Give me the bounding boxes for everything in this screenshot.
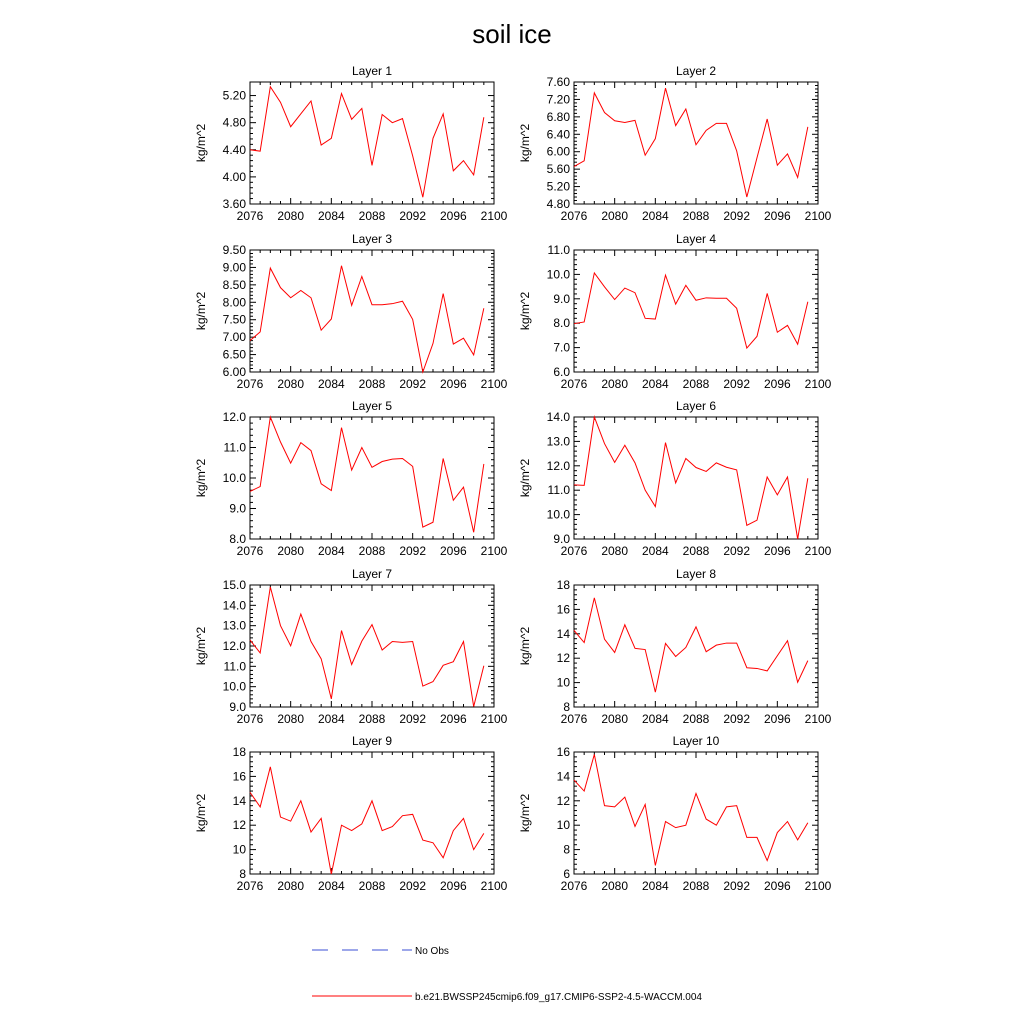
series-line	[574, 88, 808, 197]
y-tick-label: 9.0	[553, 532, 570, 546]
axes-frame	[250, 752, 494, 874]
y-axis-label: kg/m^2	[518, 458, 532, 498]
y-tick-label: 10	[232, 842, 246, 857]
panel-title: Layer 9	[351, 734, 393, 748]
y-tick-label: 6	[563, 867, 570, 881]
x-tick-label: 2080	[277, 544, 305, 558]
y-tick-label: 9.00	[222, 260, 246, 275]
panel-title: Layer 8	[675, 567, 717, 581]
y-axis-label: kg/m^2	[518, 123, 532, 163]
x-tick-label: 2076	[236, 544, 264, 558]
legend	[312, 946, 702, 1003]
y-tick-label: 18	[232, 745, 246, 759]
y-tick-label: 4.40	[222, 142, 246, 157]
y-tick-label: 11.0	[223, 659, 246, 674]
y-tick-label: 7.50	[222, 312, 246, 327]
y-tick-label: 12.0	[222, 410, 246, 424]
panel-title: Layer 10	[672, 734, 720, 748]
x-tick-label: 2096	[439, 544, 467, 558]
x-tick-label: 2100	[804, 879, 832, 893]
y-tick-label: 6.00	[222, 365, 246, 379]
panel-title: Layer 6	[675, 399, 717, 413]
x-tick-label: 2088	[682, 712, 710, 726]
y-tick-label: 6.80	[546, 109, 570, 124]
axes-frame	[250, 585, 494, 707]
y-tick-label: 12	[232, 818, 246, 833]
y-tick-label: 7.0	[553, 340, 570, 355]
y-axis-label: kg/m^2	[194, 458, 208, 498]
panel-layer-1	[194, 64, 508, 223]
x-tick-label: 2084	[317, 209, 345, 223]
y-tick-label: 14	[232, 793, 246, 808]
panel-layer-7	[194, 567, 508, 726]
y-tick-label: 11.0	[547, 243, 570, 257]
axes-frame	[250, 250, 494, 372]
x-tick-label: 2076	[560, 712, 588, 726]
panel-layer-2	[518, 64, 832, 223]
series-line	[250, 266, 484, 372]
x-tick-label: 2084	[317, 712, 345, 726]
series-line	[574, 417, 808, 539]
y-tick-label: 12.0	[546, 458, 570, 473]
x-tick-label: 2096	[763, 544, 791, 558]
x-tick-label: 2088	[358, 879, 386, 893]
y-tick-label: 15.0	[222, 578, 246, 592]
x-tick-label: 2088	[682, 544, 710, 558]
x-tick-label: 2092	[399, 544, 427, 558]
y-axis-label: kg/m^2	[194, 291, 208, 331]
axes-frame	[250, 417, 494, 539]
y-tick-label: 3.60	[222, 197, 246, 211]
y-axis-label: kg/m^2	[518, 291, 532, 331]
y-tick-label: 8.50	[222, 277, 246, 292]
x-tick-label: 2092	[399, 879, 427, 893]
y-tick-label: 7.20	[546, 92, 570, 107]
x-tick-label: 2080	[601, 879, 629, 893]
y-tick-label: 8	[563, 842, 570, 857]
y-tick-label: 13.0	[546, 434, 570, 449]
panel-layer-4	[518, 232, 832, 391]
y-tick-label: 11.0	[223, 440, 246, 455]
series-line	[250, 417, 484, 532]
y-tick-label: 6.50	[222, 347, 246, 362]
x-tick-label: 2092	[399, 712, 427, 726]
y-tick-label: 14.0	[222, 598, 246, 613]
x-tick-label: 2096	[763, 879, 791, 893]
y-tick-label: 10.0	[546, 507, 570, 522]
x-tick-label: 2080	[601, 544, 629, 558]
panel-title: Layer 5	[351, 399, 393, 413]
series-line	[574, 754, 808, 865]
axes-frame	[574, 417, 818, 539]
y-tick-label: 9.50	[222, 243, 246, 257]
y-tick-label: 8	[239, 867, 246, 881]
x-tick-label: 2096	[439, 879, 467, 893]
x-tick-label: 2076	[236, 209, 264, 223]
x-tick-label: 2076	[236, 879, 264, 893]
x-tick-label: 2080	[277, 712, 305, 726]
y-tick-label: 6.40	[546, 127, 570, 142]
axes-frame	[574, 752, 818, 874]
y-tick-label: 8.0	[553, 316, 570, 331]
panel-title: Layer 3	[351, 232, 393, 246]
series-line	[250, 767, 484, 874]
y-tick-label: 6.00	[546, 144, 570, 159]
x-tick-label: 2100	[804, 544, 832, 558]
x-tick-label: 2084	[641, 544, 669, 558]
x-tick-label: 2084	[641, 712, 669, 726]
y-tick-label: 4.80	[222, 115, 246, 130]
series-legend-label: b.e21.BWSSP245cmip6.f09_g17.CMIP6-SSP2-4.5-WACCM.004	[415, 992, 702, 1003]
y-tick-label: 14	[556, 769, 570, 784]
x-tick-label: 2076	[236, 712, 264, 726]
x-tick-label: 2076	[560, 377, 588, 391]
panel-title: Layer 2	[675, 64, 717, 78]
x-tick-label: 2092	[723, 209, 751, 223]
x-tick-label: 2080	[277, 209, 305, 223]
y-tick-label: 5.20	[546, 179, 570, 194]
x-tick-label: 2076	[560, 209, 588, 223]
x-tick-label: 2100	[804, 712, 832, 726]
y-tick-label: 13.0	[222, 618, 246, 633]
y-tick-label: 12	[556, 651, 570, 666]
x-tick-label: 2084	[317, 377, 345, 391]
y-tick-label: 7.60	[546, 75, 570, 89]
x-tick-label: 2088	[358, 544, 386, 558]
x-tick-label: 2084	[317, 879, 345, 893]
x-tick-label: 2088	[358, 377, 386, 391]
panels	[194, 64, 832, 893]
x-tick-label: 2100	[804, 377, 832, 391]
panel-layer-3	[194, 232, 508, 391]
y-tick-label: 4.80	[546, 197, 570, 211]
panel-layer-8	[518, 567, 832, 726]
y-tick-label: 14	[556, 626, 570, 641]
x-tick-label: 2088	[682, 209, 710, 223]
x-tick-label: 2100	[480, 879, 508, 893]
x-tick-label: 2088	[358, 209, 386, 223]
series-line	[574, 273, 808, 348]
y-axis-label: kg/m^2	[518, 626, 532, 666]
y-tick-label: 8.0	[229, 532, 246, 546]
x-tick-label: 2096	[763, 712, 791, 726]
y-tick-label: 10.0	[546, 267, 570, 282]
y-tick-label: 4.00	[222, 169, 246, 184]
x-tick-label: 2088	[682, 879, 710, 893]
y-tick-label: 16	[556, 602, 570, 617]
x-tick-label: 2100	[480, 712, 508, 726]
y-tick-label: 9.0	[553, 291, 570, 306]
y-tick-label: 16	[556, 745, 570, 759]
axes-frame	[574, 585, 818, 707]
y-tick-label: 10	[556, 818, 570, 833]
y-tick-label: 8.00	[222, 295, 246, 310]
x-tick-label: 2092	[723, 712, 751, 726]
x-tick-label: 2092	[399, 377, 427, 391]
x-tick-label: 2076	[236, 377, 264, 391]
x-tick-label: 2084	[641, 209, 669, 223]
x-tick-label: 2080	[277, 879, 305, 893]
y-tick-label: 12	[556, 793, 570, 808]
x-tick-label: 2096	[439, 377, 467, 391]
series-line	[574, 598, 808, 692]
x-tick-label: 2096	[763, 209, 791, 223]
y-tick-label: 10.0	[222, 679, 246, 694]
x-tick-label: 2080	[277, 377, 305, 391]
x-tick-label: 2080	[601, 712, 629, 726]
axes-frame	[574, 250, 818, 372]
y-tick-label: 16	[232, 769, 246, 784]
panel-title: Layer 7	[351, 567, 393, 581]
y-tick-label: 11.0	[547, 483, 570, 498]
panel-layer-6	[518, 399, 832, 558]
x-tick-label: 2080	[601, 209, 629, 223]
x-tick-label: 2080	[601, 377, 629, 391]
panel-layer-10	[518, 734, 832, 893]
no-obs-legend-label: No Obs	[415, 946, 449, 957]
x-tick-label: 2092	[399, 209, 427, 223]
x-tick-label: 2092	[723, 879, 751, 893]
y-tick-label: 10	[556, 675, 570, 690]
panel-layer-5	[194, 399, 508, 558]
y-axis-label: kg/m^2	[194, 793, 208, 833]
x-tick-label: 2076	[560, 544, 588, 558]
y-tick-label: 7.00	[222, 330, 246, 345]
panel-title: Layer 4	[675, 232, 717, 246]
figure-title: soil ice	[472, 19, 552, 49]
x-tick-label: 2100	[480, 209, 508, 223]
y-tick-label: 9.0	[229, 700, 246, 714]
panel-title: Layer 1	[351, 64, 393, 78]
axes-frame	[250, 82, 494, 204]
x-tick-label: 2100	[480, 377, 508, 391]
series-line	[250, 587, 484, 707]
x-tick-label: 2092	[723, 544, 751, 558]
y-tick-label: 5.20	[222, 88, 246, 103]
y-tick-label: 6.0	[553, 365, 570, 379]
y-axis-label: kg/m^2	[194, 626, 208, 666]
y-tick-label: 10.0	[222, 471, 246, 485]
x-tick-label: 2084	[641, 377, 669, 391]
x-tick-label: 2088	[358, 712, 386, 726]
x-tick-label: 2084	[641, 879, 669, 893]
y-tick-label: 14.0	[546, 410, 570, 424]
x-tick-label: 2096	[439, 712, 467, 726]
y-tick-label: 12.0	[222, 639, 246, 653]
x-tick-label: 2076	[560, 879, 588, 893]
x-tick-label: 2100	[480, 544, 508, 558]
x-tick-label: 2096	[763, 377, 791, 391]
y-tick-label: 5.60	[546, 162, 570, 177]
y-axis-label: kg/m^2	[518, 793, 532, 833]
series-line	[250, 87, 484, 197]
y-tick-label: 8	[563, 700, 570, 714]
panel-layer-9	[194, 734, 508, 893]
x-tick-label: 2096	[439, 209, 467, 223]
y-tick-label: 18	[556, 578, 570, 592]
x-tick-label: 2092	[723, 377, 751, 391]
y-axis-label: kg/m^2	[194, 123, 208, 163]
y-tick-label: 9.0	[229, 501, 246, 516]
x-tick-label: 2100	[804, 209, 832, 223]
x-tick-label: 2088	[682, 377, 710, 391]
x-tick-label: 2084	[317, 544, 345, 558]
